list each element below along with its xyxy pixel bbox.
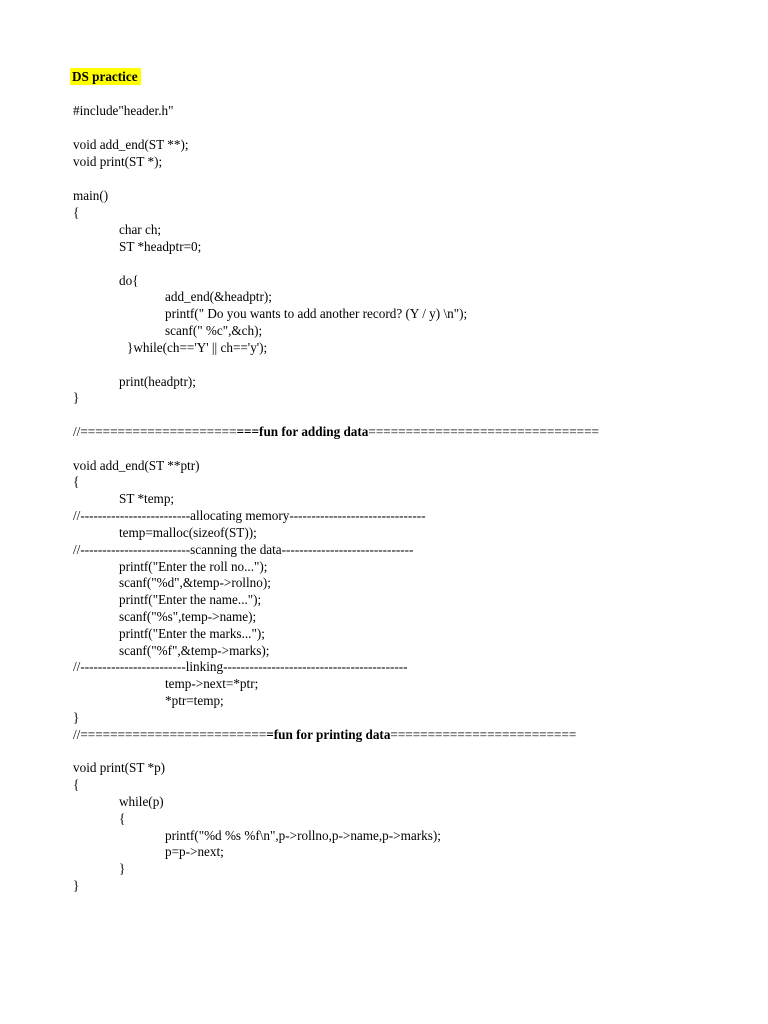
divider-suffix: =============================== [368,424,599,439]
divider-suffix: ========================= [390,727,577,742]
code-line: }while(ch=='Y' || ch=='y'); [127,340,268,355]
code-line: printf(" Do you wants to add another record? (Y / y) \n"); [165,306,468,321]
code-line: { [73,777,80,792]
code-line: temp=malloc(sizeof(ST)); [119,525,257,540]
code-line: void add_end(ST **); [73,137,189,152]
code-line: scanf("%f",&temp->marks); [119,643,270,658]
code-line: { [119,811,126,826]
code-line: ST *temp; [119,491,175,506]
code-line: p=p->next; [165,844,224,859]
code-line: char ch; [119,222,162,237]
code-line: printf("%d %s %f\n",p->rollno,p->name,p->marks); [165,828,441,843]
code-line: ST *headptr=0; [119,239,202,254]
comment-line: //------------------------linking------------------------------------------ [73,659,408,674]
code-line: while(p) [119,794,164,809]
code-line: temp->next=*ptr; [165,676,259,691]
code-line: #include"header.h" [73,103,174,118]
section-heading-adding: ===fun for adding data [236,424,369,439]
code-line: } [73,878,80,893]
comment-line: //-------------------------scanning the data------------------------------ [73,542,414,557]
code-line: } [119,861,126,876]
divider-prefix: //========================= [73,727,267,742]
code-line: } [73,390,80,405]
code-line: scanf("%d",&temp->rollno); [119,575,271,590]
code-line: void print(ST *); [73,154,163,169]
code-line: printf("Enter the name..."); [119,592,262,607]
code-line: scanf("%s",temp->name); [119,609,257,624]
section-divider-printing [73,726,576,743]
section-heading-printing: =fun for printing data [266,727,391,742]
code-line: do{ [119,273,139,288]
code-line: scanf(" %c",&ch); [165,323,263,338]
code-line: main() [73,188,109,203]
code-line: void print(ST *p) [73,760,166,775]
code-line: add_end(&headptr); [165,289,272,304]
code-line: *ptr=temp; [165,693,224,708]
code-line: printf("Enter the marks..."); [119,626,265,641]
code-line: print(headptr); [119,374,196,389]
code-line: { [73,474,80,489]
code-line: printf("Enter the roll no..."); [119,559,268,574]
document-title: DS practice [70,68,141,85]
comment-line: //-------------------------allocating memory------------------------------- [73,508,426,523]
divider-prefix: //===================== [73,424,237,439]
code-line: { [73,205,80,220]
code-line: } [73,710,80,725]
section-divider-adding [73,423,599,440]
code-line: void add_end(ST **ptr) [73,458,200,473]
